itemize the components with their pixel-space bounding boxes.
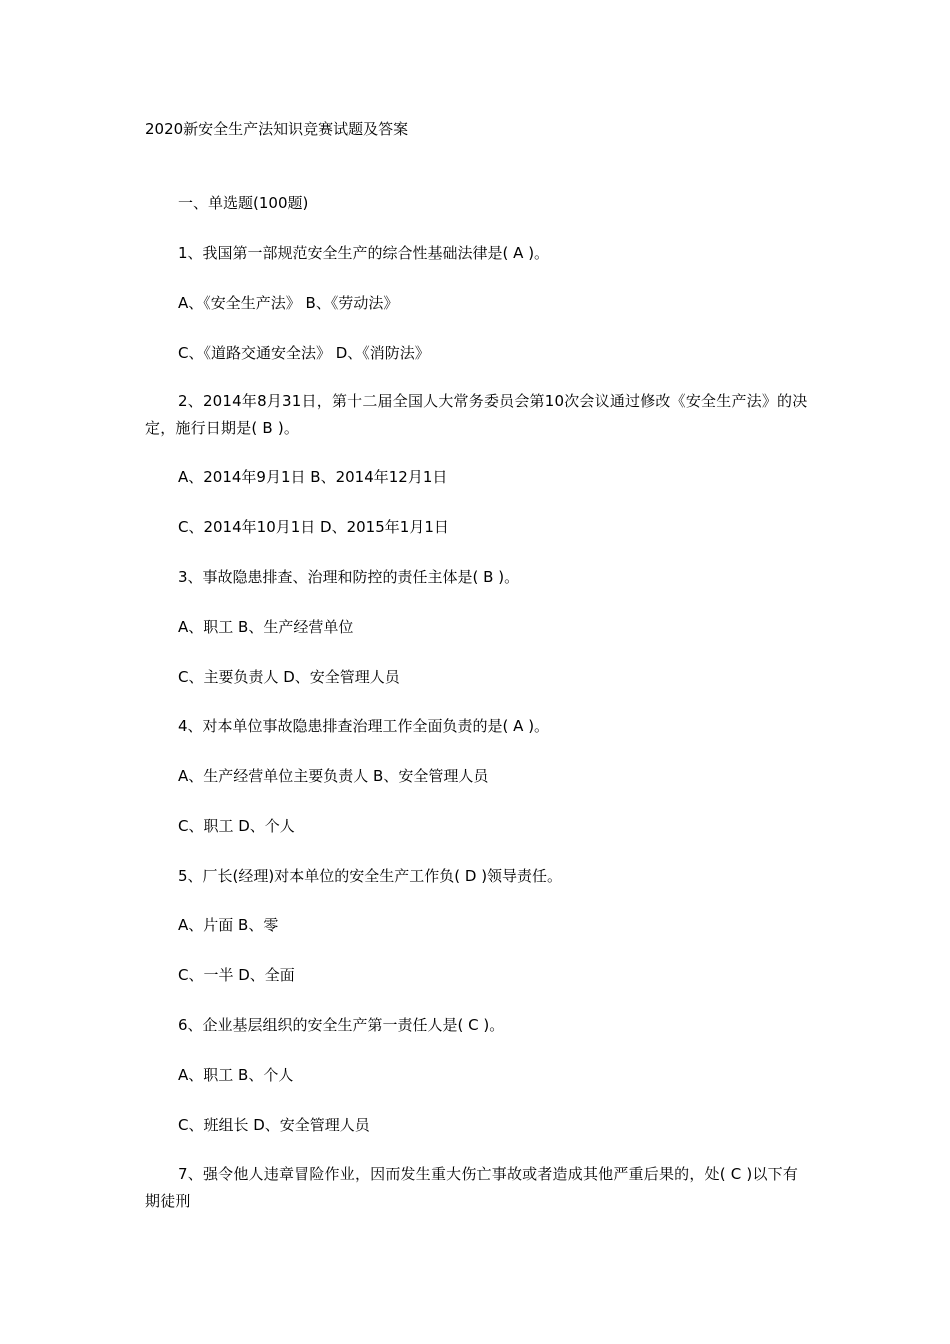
question-stem: 3、事故隐患排查、治理和防控的责任主体是( B )。 <box>178 568 520 586</box>
question-option: A、《安全生产法》 B、《劳动法》 <box>178 294 399 312</box>
question-option: A、2014年9月1日 B、2014年12月1日 <box>178 468 448 486</box>
question-option: C、主要负责人 D、安全管理人员 <box>178 668 400 686</box>
question-option: A、职工 B、生产经营单位 <box>178 618 354 636</box>
question-option: A、职工 B、个人 <box>178 1066 294 1084</box>
question-stem: 1、我国第一部规范安全生产的综合性基础法律是( A )。 <box>178 244 550 262</box>
section-heading: 一、单选题(100题) <box>178 194 309 212</box>
question-option: C、《道路交通安全法》 D、《消防法》 <box>178 344 430 362</box>
question-option: C、班组长 D、安全管理人员 <box>178 1116 370 1134</box>
question-stem: 2、2014年8月31日，第十二届全国人大常务委员会第10次会议通过修改《安全生产法》的决定，施行日期是( B )。 <box>145 392 808 437</box>
question-option: A、生产经营单位主要负责人 B、安全管理人员 <box>178 767 489 785</box>
question-option: C、一半 D、全面 <box>178 966 295 984</box>
question-stem: 5、厂长(经理)对本单位的安全生产工作负( D )领导责任。 <box>178 867 563 885</box>
question-option: C、职工 D、个人 <box>178 817 295 835</box>
question-stem: 4、对本单位事故隐患排查治理工作全面负责的是( A )。 <box>178 717 550 735</box>
question-option: C、2014年10月1日 D、2015年1月1日 <box>178 518 449 536</box>
document-title: 2020新安全生产法知识竞赛试题及答案 <box>145 120 409 138</box>
question-stem: 7、强令他人违章冒险作业，因而发生重大伤亡事故或者造成其他严重后果的，处( C )以下有期徒刑 <box>145 1165 799 1210</box>
question-stem: 6、企业基层组织的安全生产第一责任人是( C )。 <box>178 1016 505 1034</box>
question-option: A、片面 B、零 <box>178 916 279 934</box>
